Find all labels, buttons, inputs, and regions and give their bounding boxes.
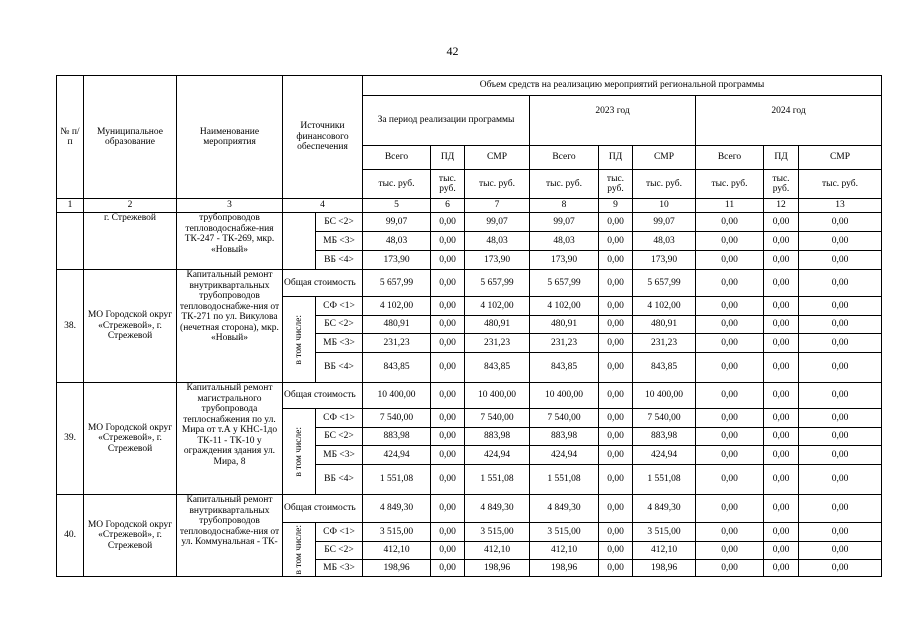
value-cell: 7 540,00 xyxy=(363,409,431,428)
value-cell: 480,91 xyxy=(465,316,530,334)
value-cell: 0,00 xyxy=(431,542,465,560)
value-cell: 48,03 xyxy=(363,232,431,251)
value-cell: 0,00 xyxy=(599,270,633,297)
value-cell: 48,03 xyxy=(633,232,696,251)
cell-source: ВБ <4> xyxy=(316,353,363,383)
value-cell: 412,10 xyxy=(530,542,599,560)
header-pd: ПД xyxy=(599,146,633,170)
value-cell: 0,00 xyxy=(799,353,882,383)
value-cell: 843,85 xyxy=(363,353,431,383)
value-cell: 0,00 xyxy=(696,353,764,383)
header-name: Наименование мероприятия xyxy=(177,76,283,199)
value-cell: 4 102,00 xyxy=(363,297,431,316)
value-cell: 231,23 xyxy=(465,334,530,353)
value-cell: 0,00 xyxy=(764,495,799,523)
value-cell: 5 657,99 xyxy=(633,270,696,297)
value-cell: 0,00 xyxy=(431,353,465,383)
header-source: Источники финансового обеспечения xyxy=(283,76,363,199)
header-total: Всего xyxy=(363,146,431,170)
value-cell: 0,00 xyxy=(431,297,465,316)
value-cell: 0,00 xyxy=(799,428,882,446)
value-cell: 99,07 xyxy=(633,213,696,232)
column-number: 6 xyxy=(431,199,465,213)
cell-num xyxy=(57,213,84,270)
cell-source: МБ <3> xyxy=(316,232,363,251)
value-cell: 0,00 xyxy=(696,465,764,495)
value-cell: 0,00 xyxy=(599,316,633,334)
value-cell: 0,00 xyxy=(696,428,764,446)
value-cell: 4 102,00 xyxy=(465,297,530,316)
value-cell: 99,07 xyxy=(363,213,431,232)
value-cell: 0,00 xyxy=(599,383,633,409)
header-unit: тыс. руб. xyxy=(633,170,696,199)
value-cell: 0,00 xyxy=(764,353,799,383)
header-unit: тыс. руб. xyxy=(431,170,465,199)
value-cell: 0,00 xyxy=(799,542,882,560)
column-number: 8 xyxy=(530,199,599,213)
value-cell: 99,07 xyxy=(530,213,599,232)
value-cell: 4 849,30 xyxy=(363,495,431,523)
value-cell: 0,00 xyxy=(696,495,764,523)
value-cell: 0,00 xyxy=(764,523,799,542)
value-cell: 0,00 xyxy=(431,446,465,465)
value-cell: 0,00 xyxy=(599,446,633,465)
header-smr: СМР xyxy=(633,146,696,170)
header-volume: Объем средств на реализацию мероприятий региональной программы xyxy=(363,76,882,96)
cell-num: 38. xyxy=(57,270,84,383)
value-cell: 0,00 xyxy=(764,409,799,428)
incl-label: в том числе: xyxy=(293,314,304,365)
incl-label: в том числе: xyxy=(293,426,304,477)
value-cell: 424,94 xyxy=(465,446,530,465)
value-cell: 3 515,00 xyxy=(465,523,530,542)
column-number: 3 xyxy=(177,199,283,213)
value-cell: 0,00 xyxy=(799,213,882,232)
cell-source: БС <2> xyxy=(316,428,363,446)
cell-source: СФ <1> xyxy=(316,409,363,428)
value-cell: 0,00 xyxy=(764,232,799,251)
value-cell: 4 102,00 xyxy=(633,297,696,316)
value-cell: 0,00 xyxy=(599,542,633,560)
column-number: 9 xyxy=(599,199,633,213)
value-cell: 0,00 xyxy=(696,383,764,409)
value-cell: 0,00 xyxy=(799,495,882,523)
cell-name xyxy=(177,213,283,270)
value-cell: 1 551,08 xyxy=(530,465,599,495)
value-cell: 173,90 xyxy=(633,251,696,270)
value-cell: 231,23 xyxy=(363,334,431,353)
value-cell: 0,00 xyxy=(599,523,633,542)
value-cell: 1 551,08 xyxy=(633,465,696,495)
value-cell: 0,00 xyxy=(799,334,882,353)
value-cell: 412,10 xyxy=(633,542,696,560)
value-cell: 3 515,00 xyxy=(363,523,431,542)
value-cell: 0,00 xyxy=(764,446,799,465)
value-cell: 0,00 xyxy=(431,409,465,428)
value-cell: 48,03 xyxy=(530,232,599,251)
value-cell: 4 849,30 xyxy=(633,495,696,523)
value-cell: 0,00 xyxy=(799,383,882,409)
value-cell: 0,00 xyxy=(599,213,633,232)
incl-label: в том числе: xyxy=(293,524,304,575)
cell-mo-text: г. Стрежевой xyxy=(104,213,156,223)
value-cell: 0,00 xyxy=(696,270,764,297)
value-cell: 412,10 xyxy=(363,542,431,560)
header-unit: тыс. руб. xyxy=(599,170,633,199)
value-cell: 0,00 xyxy=(431,232,465,251)
cell-incl xyxy=(283,297,316,383)
header-unit: тыс. руб. xyxy=(764,170,799,199)
value-cell: 198,96 xyxy=(530,560,599,577)
column-number: 1 xyxy=(57,199,84,213)
value-cell: 3 515,00 xyxy=(633,523,696,542)
value-cell: 1 551,08 xyxy=(363,465,431,495)
column-number: 5 xyxy=(363,199,431,213)
value-cell: 0,00 xyxy=(764,213,799,232)
value-cell: 480,91 xyxy=(363,316,431,334)
value-cell: 0,00 xyxy=(599,465,633,495)
cell-incl xyxy=(283,213,316,270)
header-unit: тыс. руб. xyxy=(465,170,530,199)
value-cell: 0,00 xyxy=(764,297,799,316)
value-cell: 0,00 xyxy=(431,560,465,577)
value-cell: 883,98 xyxy=(530,428,599,446)
value-cell: 0,00 xyxy=(431,316,465,334)
value-cell: 198,96 xyxy=(633,560,696,577)
cell-mo xyxy=(84,495,177,577)
value-cell: 0,00 xyxy=(696,334,764,353)
header-period-2024: 2024 год xyxy=(696,96,882,146)
value-cell: 0,00 xyxy=(696,213,764,232)
value-cell: 0,00 xyxy=(431,428,465,446)
cell-incl xyxy=(283,523,316,577)
column-number: 11 xyxy=(696,199,764,213)
value-cell: 4 849,30 xyxy=(530,495,599,523)
value-cell: 0,00 xyxy=(764,542,799,560)
value-cell: 0,00 xyxy=(599,428,633,446)
value-cell: 10 400,00 xyxy=(465,383,530,409)
value-cell: 0,00 xyxy=(599,560,633,577)
value-cell: 4 849,30 xyxy=(465,495,530,523)
cell-name xyxy=(177,270,283,383)
value-cell: 0,00 xyxy=(599,297,633,316)
value-cell: 883,98 xyxy=(363,428,431,446)
cell-source: БС <2> xyxy=(316,316,363,334)
value-cell: 3 515,00 xyxy=(530,523,599,542)
cell-mo-text: МО Городской округ «Стрежевой», г. Стрежевой xyxy=(87,422,173,454)
column-number: 2 xyxy=(84,199,177,213)
value-cell: 0,00 xyxy=(799,523,882,542)
column-number: 10 xyxy=(633,199,696,213)
program-table xyxy=(56,75,882,577)
value-cell: 0,00 xyxy=(599,409,633,428)
value-cell: 0,00 xyxy=(599,353,633,383)
value-cell: 843,85 xyxy=(465,353,530,383)
cell-incl xyxy=(283,409,316,495)
value-cell: 0,00 xyxy=(764,428,799,446)
cell-total-label: Общая стоимость xyxy=(283,495,363,523)
header-unit: тыс. руб. xyxy=(363,170,431,199)
value-cell: 198,96 xyxy=(465,560,530,577)
value-cell: 10 400,00 xyxy=(633,383,696,409)
value-cell: 0,00 xyxy=(764,465,799,495)
cell-source: ВБ <4> xyxy=(316,465,363,495)
page-number: 42 xyxy=(446,44,459,58)
value-cell: 0,00 xyxy=(764,316,799,334)
header-total: Всего xyxy=(696,146,764,170)
value-cell: 0,00 xyxy=(431,213,465,232)
value-cell: 198,96 xyxy=(363,560,431,577)
value-cell: 0,00 xyxy=(431,495,465,523)
value-cell: 424,94 xyxy=(633,446,696,465)
value-cell: 173,90 xyxy=(363,251,431,270)
value-cell: 0,00 xyxy=(696,297,764,316)
value-cell: 0,00 xyxy=(696,542,764,560)
value-cell: 0,00 xyxy=(431,251,465,270)
column-number: 4 xyxy=(283,199,363,213)
value-cell: 424,94 xyxy=(530,446,599,465)
value-cell: 0,00 xyxy=(799,446,882,465)
table-row xyxy=(57,383,882,409)
cell-source: МБ <3> xyxy=(316,446,363,465)
cell-mo xyxy=(84,213,177,270)
cell-mo xyxy=(84,383,177,495)
value-cell: 0,00 xyxy=(431,334,465,353)
value-cell: 0,00 xyxy=(799,409,882,428)
value-cell: 0,00 xyxy=(799,560,882,577)
cell-name-text: Капитальный ремонт внутриквартальных трубопроводов тепловодоснабже-ния от ТК-271 по ул. Викулова (нечетная сторона), мкр. «Новый» xyxy=(179,270,280,343)
value-cell: 0,00 xyxy=(599,334,633,353)
value-cell: 424,94 xyxy=(363,446,431,465)
value-cell: 0,00 xyxy=(599,232,633,251)
value-cell: 0,00 xyxy=(696,560,764,577)
value-cell: 7 540,00 xyxy=(465,409,530,428)
cell-name xyxy=(177,383,283,495)
value-cell: 0,00 xyxy=(431,270,465,297)
value-cell: 0,00 xyxy=(696,232,764,251)
value-cell: 7 540,00 xyxy=(633,409,696,428)
cell-source: СФ <1> xyxy=(316,523,363,542)
cell-total-label: Общая стоимость xyxy=(283,270,363,297)
value-cell: 0,00 xyxy=(599,495,633,523)
table-row xyxy=(57,213,882,232)
value-cell: 843,85 xyxy=(633,353,696,383)
value-cell: 1 551,08 xyxy=(465,465,530,495)
value-cell: 0,00 xyxy=(696,523,764,542)
cell-mo-text: МО Городской округ «Стрежевой», г. Стрежевой xyxy=(87,310,173,342)
header-smr: СМР xyxy=(465,146,530,170)
header-mo: Муниципальное образование xyxy=(84,76,177,199)
cell-name-text: Капитальный ремонт магистрального трубопровода теплоснабжения по ул. Мира от т.А у КНС-1до ТК-11 - ТК-10 у ограждения здания ул. Мира, 8 xyxy=(181,383,278,467)
value-cell: 0,00 xyxy=(599,251,633,270)
cell-mo xyxy=(84,270,177,383)
value-cell: 0,00 xyxy=(696,446,764,465)
header-period-2023: 2023 год xyxy=(530,96,696,146)
value-cell: 10 400,00 xyxy=(363,383,431,409)
value-cell: 10 400,00 xyxy=(530,383,599,409)
value-cell: 0,00 xyxy=(764,270,799,297)
value-cell: 231,23 xyxy=(530,334,599,353)
value-cell: 4 102,00 xyxy=(530,297,599,316)
cell-source: БС <2> xyxy=(316,542,363,560)
header-period-all: За период реализации программы xyxy=(363,96,530,146)
table-row xyxy=(57,495,882,523)
cell-source: МБ <3> xyxy=(316,560,363,577)
value-cell: 0,00 xyxy=(799,251,882,270)
header-total: Всего xyxy=(530,146,599,170)
cell-source: БС <2> xyxy=(316,213,363,232)
cell-name-text: Капитальный ремонт внутриквартальных трубопроводов тепловодоснабже-ния от ул. Коммунальная - ТК- xyxy=(179,495,280,547)
value-cell: 173,90 xyxy=(465,251,530,270)
value-cell: 0,00 xyxy=(431,383,465,409)
column-number: 13 xyxy=(799,199,882,213)
cell-num: 40. xyxy=(57,495,84,577)
value-cell: 480,91 xyxy=(633,316,696,334)
value-cell: 48,03 xyxy=(465,232,530,251)
value-cell: 0,00 xyxy=(431,523,465,542)
value-cell: 0,00 xyxy=(696,316,764,334)
value-cell: 0,00 xyxy=(696,251,764,270)
value-cell: 0,00 xyxy=(431,465,465,495)
value-cell: 0,00 xyxy=(696,409,764,428)
value-cell: 0,00 xyxy=(799,232,882,251)
header-unit: тыс. руб. xyxy=(696,170,764,199)
value-cell: 173,90 xyxy=(530,251,599,270)
table-row xyxy=(57,270,882,297)
value-cell: 883,98 xyxy=(633,428,696,446)
value-cell: 0,00 xyxy=(764,383,799,409)
value-cell: 231,23 xyxy=(633,334,696,353)
value-cell: 480,91 xyxy=(530,316,599,334)
value-cell: 883,98 xyxy=(465,428,530,446)
header-unit: тыс. руб. xyxy=(530,170,599,199)
cell-name-text: трубопроводов тепловодоснабже-ния ТК-247 - ТК-269, мкр. «Новый» xyxy=(184,213,275,255)
value-cell: 412,10 xyxy=(465,542,530,560)
value-cell: 0,00 xyxy=(764,560,799,577)
value-cell: 5 657,99 xyxy=(363,270,431,297)
header-smr: СМР xyxy=(799,146,882,170)
cell-num: 39. xyxy=(57,383,84,495)
value-cell: 0,00 xyxy=(799,465,882,495)
header-pd: ПД xyxy=(431,146,465,170)
value-cell: 0,00 xyxy=(764,251,799,270)
cell-mo-text: МО Городской округ «Стрежевой», г. Стрежевой xyxy=(87,519,173,551)
cell-name xyxy=(177,495,283,577)
value-cell: 5 657,99 xyxy=(530,270,599,297)
value-cell: 7 540,00 xyxy=(530,409,599,428)
header-num: № п/п xyxy=(57,76,84,199)
header-pd: ПД xyxy=(764,146,799,170)
value-cell: 843,85 xyxy=(530,353,599,383)
column-number: 12 xyxy=(764,199,799,213)
cell-total-label: Общая стоимость xyxy=(283,383,363,409)
value-cell: 0,00 xyxy=(799,297,882,316)
header-unit: тыс. руб. xyxy=(799,170,882,199)
value-cell: 0,00 xyxy=(799,316,882,334)
value-cell: 99,07 xyxy=(465,213,530,232)
column-number: 7 xyxy=(465,199,530,213)
cell-source: ВБ <4> xyxy=(316,251,363,270)
cell-source: СФ <1> xyxy=(316,297,363,316)
value-cell: 0,00 xyxy=(799,270,882,297)
value-cell: 0,00 xyxy=(764,334,799,353)
value-cell: 5 657,99 xyxy=(465,270,530,297)
cell-source: МБ <3> xyxy=(316,334,363,353)
